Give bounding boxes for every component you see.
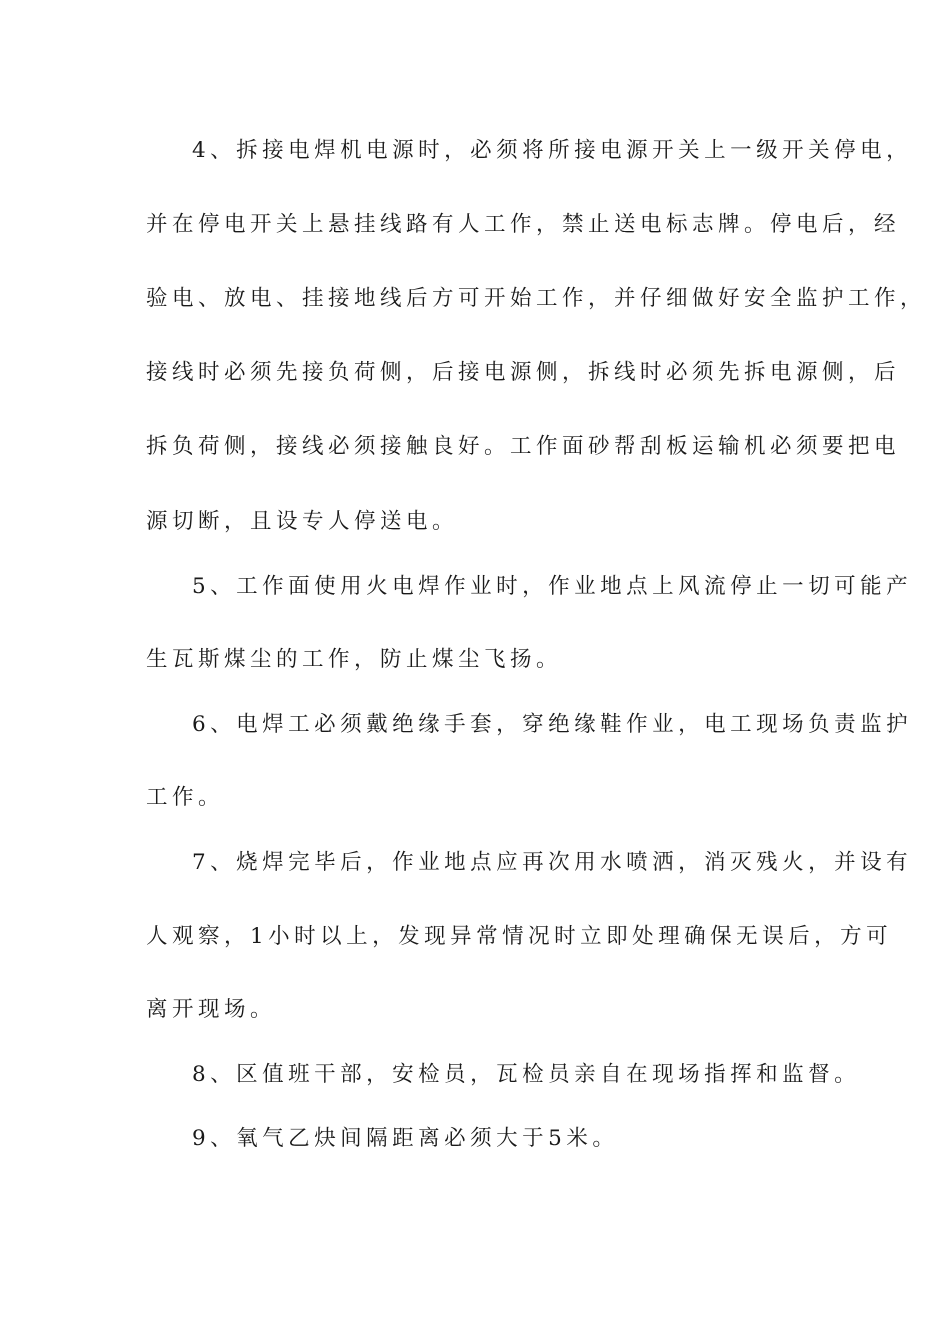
text-line: 8、区值班干部，安检员，瓦检员亲自在现场指挥和监督。 [192,1062,861,1087]
text-line: 5、工作面使用火电焊作业时，作业地点上风流停止一切可能产 [192,574,913,599]
text-line: 7、烧焊完毕后，作业地点应再次用水喷洒，消灭残火，并设有 [192,850,913,875]
text-line: 生瓦斯煤尘的工作，防止煤尘飞扬。 [146,647,563,672]
text-line: 验电、放电、挂接地线后方可开始工作，并仔细做好安全监护工作， [146,286,927,311]
text-line: 9、氧气乙炔间隔距离必须大于5米。 [192,1126,619,1151]
text-line: 4、拆接电焊机电源时，必须将所接电源开关上一级开关停电， [192,138,913,163]
text-line: 接线时必须先接负荷侧，后接电源侧，拆线时必须先拆电源侧，后 [146,360,901,385]
text-line: 6、电焊工必须戴绝缘手套，穿绝缘鞋作业，电工现场负责监护 [192,712,913,737]
text-line: 工作。 [146,785,225,810]
text-line: 拆负荷侧，接线必须接触良好。工作面砂帮刮板运输机必须要把电 [146,434,901,459]
text-line: 人观察，1小时以上，发现异常情况时立即处理确保无误后，方可 [146,924,893,949]
text-line: 离开现场。 [146,997,277,1022]
text-line: 源切断，且设专人停送电。 [146,509,459,534]
text-line: 并在停电开关上悬挂线路有人工作，禁止送电标志牌。停电后，经 [146,212,901,237]
